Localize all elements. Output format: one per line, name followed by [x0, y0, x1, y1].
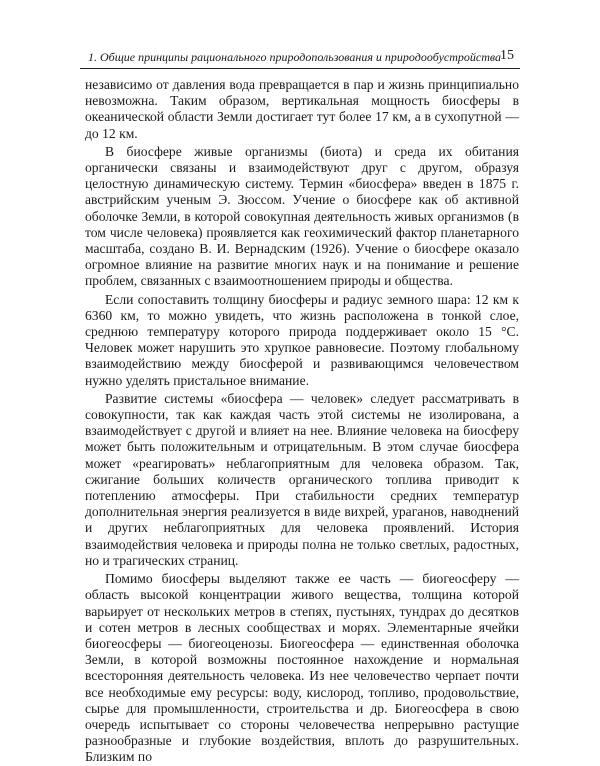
body-text [85, 77, 519, 766]
paragraph-biogeosphere: Помимо биосферы выделяют также ее часть — биогеосферу — область высокой концентрации живого вещества, толщина которой варьирует от нескольких метров в степях, пустынях, тундрах до десятков и сотен метров в лесных сообществах и морях. Элементарные ячейки биогеосферы — биогеоценозы. Биогеосфера — единственная оболочка Земли, в которой возможны постоянное нахождение и нормальная всесторонняя деятельность человека. Из нее человечество черпает почти все необходимые ему ресурсы: воду, кислород, топливо, продовольствие, сырье для промышленности, строительства и др. Биогеосфера в свою очередь испытывает со стороны человечества непрерывно растущие разнообразные и глубокие воздействия, вплоть до разрушительных. Близким по [85, 571, 519, 765]
paragraph-biosphere-definition: В биосфере живые организмы (биота) и среда их обитания органически связаны и взаимодействуют друг с другом, образуя целостную динамическую систему. Термин «биосфера» введен в 1875 г. австрийским ученым Э. Зюссом. Учение о биосфере как об активной оболочке Земли, в которой совокупная деятельность живых организмов (в том числе человека) проявляется как геохимический фактор планетарного масштаба, создано В. И. Вернадским (1926). Учение о биосфере оказало огромное влияние на развитие многих наук и на понимание и решение проблем, связанных с взаимоотношением природы и общества. [85, 143, 519, 289]
paragraph-biosphere-thickness: Если сопоставить толщину биосферы и радиус земного шара: 12 км к 6360 км, то можно увидеть, что жизнь расположена в тонкой слое, среднюю температуру которого природа поддерживает около 15 °С. Человек может нарушить это хрупкое равновесие. Поэтому глобальному взаимодействию между биосферой и развивающимся человечеством нужно уделять пристальное внимание. [85, 291, 519, 388]
running-header-title: 1. Общие принципы рационального природопользования и природообустройства [88, 50, 502, 64]
page-number: 15 [500, 48, 514, 63]
paragraph-continuation: независимо от давления вода превращается в пар и жизнь принципиально невозможна. Таким образом, вертикальная мощность биосферы в океанической области Земли достигает тут более 17 км, а в сухопутной — до 12 км. [85, 77, 519, 141]
running-header [80, 48, 520, 69]
paragraph-biosphere-human-system: Развитие системы «биосфера — человек» следует рассматривать в совокупности, так как каждая часть этой системы не изолирована, а взаимодействует с другой и влияет на нее. Влияние человека на биосферу может быть положительным и отрицательным. В этом случае биосфера может «реагировать» неблагоприятным для человека образом. Так, сжигание больших количеств органического топлива приводит к потеплению атмосферы. При стабильности средних температур дополнительная энергия реализуется в виде вихрей, ураганов, наводнений и других неблагоприятных для человека проявлений. История взаимодействия человека и природы полна не только светлых, радостных, но и трагических страниц. [85, 390, 519, 568]
